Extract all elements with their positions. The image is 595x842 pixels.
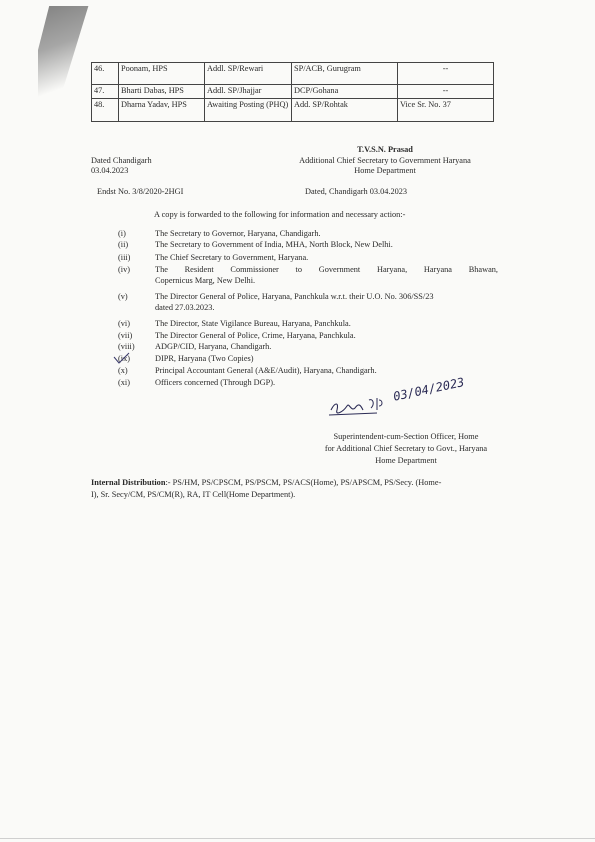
list-text: The Director General of Police, Haryana, Panchkula w.r.t. their U.O. No. 306/SS/23 xyxy=(155,292,434,301)
list-text: Copernicus Marg, New Delhi. xyxy=(155,276,256,285)
so-department: Home Department xyxy=(375,456,437,465)
dated-date: 03.04.2023 xyxy=(91,166,129,175)
list-text: DIPR, Haryana (Two Copies) xyxy=(155,354,254,363)
to-cell: SP/ACB, Gurugram xyxy=(292,63,398,85)
transfer-table xyxy=(91,62,494,122)
remarks-cell: -- xyxy=(398,63,494,85)
list-num: (i) xyxy=(118,229,126,238)
sno-cell: 46. xyxy=(92,63,119,85)
handwritten-date: 03/04/2023 xyxy=(392,374,466,404)
list-text: The Secretary to Government of India, MHA, North Block, New Delhi. xyxy=(155,240,393,249)
list-text: Principal Accountant General (A&E/Audit), Haryana, Chandigarh. xyxy=(155,366,377,375)
to-cell: DCP/Gohana xyxy=(292,85,398,99)
so-for-line: for Additional Chief Secretary to Govt., Haryana xyxy=(324,444,488,453)
internal-distribution-label: Internal Distribution xyxy=(91,478,166,487)
sno-cell: 47. xyxy=(92,85,119,99)
list-num: (x) xyxy=(118,366,128,375)
to-cell: Add. SP/Rohtak xyxy=(292,99,398,122)
name-cell: Bharti Dabas, HPS xyxy=(119,85,205,99)
copy-intro: A copy is forwarded to the following for information and necessary action:- xyxy=(154,210,406,219)
list-text: ADGP/CID, Haryana, Chandigarh. xyxy=(155,342,272,351)
list-text: The Director General of Police, Crime, Haryana, Panchkula. xyxy=(155,331,356,340)
page-edge xyxy=(0,838,595,839)
sno-cell: 48. xyxy=(92,99,119,122)
list-num: (iii) xyxy=(118,253,131,262)
name-cell: Poonam, HPS xyxy=(119,63,205,85)
list-num: (xi) xyxy=(118,378,130,387)
signatory-designation: Additional Chief Secretary to Government Haryana xyxy=(299,156,471,165)
internal-distribution-continued: I), Sr. Secy/CM, PS/CM(R), RA, IT Cell(Home Department). xyxy=(91,490,296,499)
list-text: The Director, State Vigilance Bureau, Haryana, Panchkula. xyxy=(155,319,351,328)
endst-dated: Dated, Chandigarh 03.04.2023 xyxy=(305,187,408,196)
from-cell: Awaiting Posting (PHQ) xyxy=(205,99,292,122)
so-designation: Superintendent-cum-Section Officer, Home xyxy=(333,432,479,441)
from-cell: Addl. SP/Jhajjar xyxy=(205,85,292,99)
remarks-cell: Vice Sr. No. 37 xyxy=(398,99,494,122)
from-cell: Addl. SP/Rewari xyxy=(205,63,292,85)
pen-tick-mark xyxy=(112,351,132,367)
remarks-cell: -- xyxy=(398,85,494,99)
internal-distribution xyxy=(91,478,501,488)
list-num: (vi) xyxy=(118,319,130,328)
list-num: (iv) xyxy=(118,265,130,274)
dated-label: Dated Chandigarh xyxy=(91,156,152,165)
internal-distribution-text: :- PS/HM, PS/CPSCM, PS/PSCM, PS/ACS(Home), PS/APSCM, PS/Secy. (Home- xyxy=(165,478,442,487)
list-num: (v) xyxy=(118,292,128,301)
list-text: Officers concerned (Through DGP). xyxy=(155,378,276,387)
table-row xyxy=(92,99,494,122)
signatory-name: T.V.S.N. Prasad xyxy=(357,145,413,154)
list-num: (ix) xyxy=(118,354,130,363)
list-num: (vii) xyxy=(118,331,133,340)
signatory-department: Home Department xyxy=(354,166,416,175)
list-text: The Secretary to Governor, Haryana, Chandigarh. xyxy=(155,229,321,238)
name-cell: Dharna Yadav, HPS xyxy=(119,99,205,122)
table-row xyxy=(92,85,494,99)
list-num: (viii) xyxy=(118,342,135,351)
list-text: The Resident Commissioner to Government Haryana, Haryana Bhawan, xyxy=(155,265,498,274)
list-text: dated 27.03.2023. xyxy=(155,303,215,312)
table-row xyxy=(92,63,494,85)
endst-number: Endst No. 3/8/2020-2HGI xyxy=(97,187,184,196)
list-text: The Chief Secretary to Government, Haryana. xyxy=(155,253,309,262)
list-num: (ii) xyxy=(118,240,129,249)
scan-shadow xyxy=(38,6,94,116)
